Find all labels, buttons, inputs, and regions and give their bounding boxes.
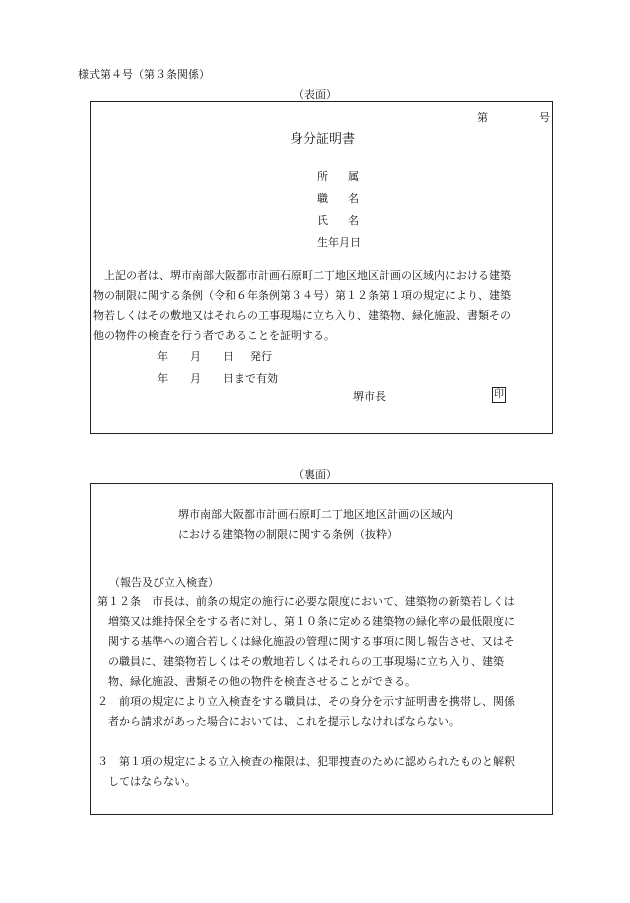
field-name xyxy=(317,212,359,228)
front-body-line: 物若しくはその敷地又はそれらの工事現場に立ち入り、建築物、緑化施設、書類その xyxy=(93,309,511,322)
issued-month: 月 xyxy=(190,350,201,363)
issued-label: 発行 xyxy=(250,350,272,363)
field-name-b: 名 xyxy=(348,214,359,227)
front-body-line: 物の制限に関する条例（令和６年条例第３４号）第１２条第１項の規定により、建築 xyxy=(93,289,511,302)
issued-year: 年 xyxy=(157,350,168,363)
valid-year: 年 xyxy=(157,372,168,385)
article-line: 者から請求があった場合においては、これを提示しなければならない。 xyxy=(108,715,460,728)
mayor-label: 堺市長 xyxy=(353,390,386,403)
field-position xyxy=(317,190,359,206)
article-12 xyxy=(97,592,515,692)
article-line: 第１２条 市長は、前条の規定の施行に必要な限度において、建築物の新築若しくは xyxy=(97,595,515,608)
field-birthdate xyxy=(317,234,361,250)
field-position-b: 名 xyxy=(348,192,359,205)
issued-line xyxy=(157,348,272,364)
field-name-a: 氏 xyxy=(317,214,328,227)
paragraph-3 xyxy=(97,752,515,792)
back-card xyxy=(90,483,553,815)
number-dai: 第 xyxy=(477,111,488,124)
form-label: 様式第４号（第３条関係） xyxy=(78,68,210,81)
front-body xyxy=(93,266,511,346)
section-heading: （報告及び立入検査） xyxy=(109,576,219,589)
article-line: 物、緑化施設、書類その他の物件を検査させることができる。 xyxy=(108,675,416,688)
field-birthdate-a: 生年月日 xyxy=(317,236,361,249)
article-line: してはならない。 xyxy=(108,775,196,788)
field-position-a: 職 xyxy=(317,192,328,205)
valid-line xyxy=(157,370,278,386)
valid-until: 日まで有効 xyxy=(223,372,278,385)
article-line: 増築又は維持保全をする者に対し、第１０条に定める建築物の緑化率の最低限度に xyxy=(108,615,515,628)
issued-day: 日 xyxy=(223,350,234,363)
front-title: 身分証明書 xyxy=(289,132,355,147)
article-line: ２ 前項の規定により立入検査をする職員は、その身分を示す証明書を携帯し、関係 xyxy=(97,695,515,708)
front-card xyxy=(90,101,553,434)
front-body-line: 上記の者は、堺市南部大阪都市計画石原町二丁地区地区計画の区域内における建築 xyxy=(104,269,511,282)
back-title-line2: における建築物の制限に関する条例（抜粋） xyxy=(178,528,398,541)
field-affiliation-a: 所 xyxy=(317,170,328,183)
valid-month: 月 xyxy=(190,372,201,385)
article-line: 関する基準への適合若しくは緑化施設の管理に関する事項に関し報告させ、又はそ xyxy=(108,635,515,648)
field-affiliation xyxy=(317,168,359,184)
front-heading: （表面） xyxy=(293,88,337,101)
seal-box xyxy=(492,387,506,403)
field-affiliation-b: 属 xyxy=(348,170,359,183)
front-body-line: 他の物件の検査を行う者であることを証明する。 xyxy=(93,329,335,342)
back-title-line1: 堺市南部大阪都市計画石原町二丁地区地区計画の区域内 xyxy=(178,508,453,521)
article-line: ３ 第１項の規定による立入検査の権限は、犯罪捜査のために認められたものと解釈 xyxy=(97,755,515,768)
seal-mark: 印 xyxy=(492,387,506,403)
paragraph-2 xyxy=(97,692,515,732)
number-go: 号 xyxy=(539,111,550,124)
back-heading: （裏面） xyxy=(293,468,337,481)
article-line: の職員に、建築物若しくはその敷地若しくはそれらの工事現場に立ち入り、建築 xyxy=(108,655,504,668)
